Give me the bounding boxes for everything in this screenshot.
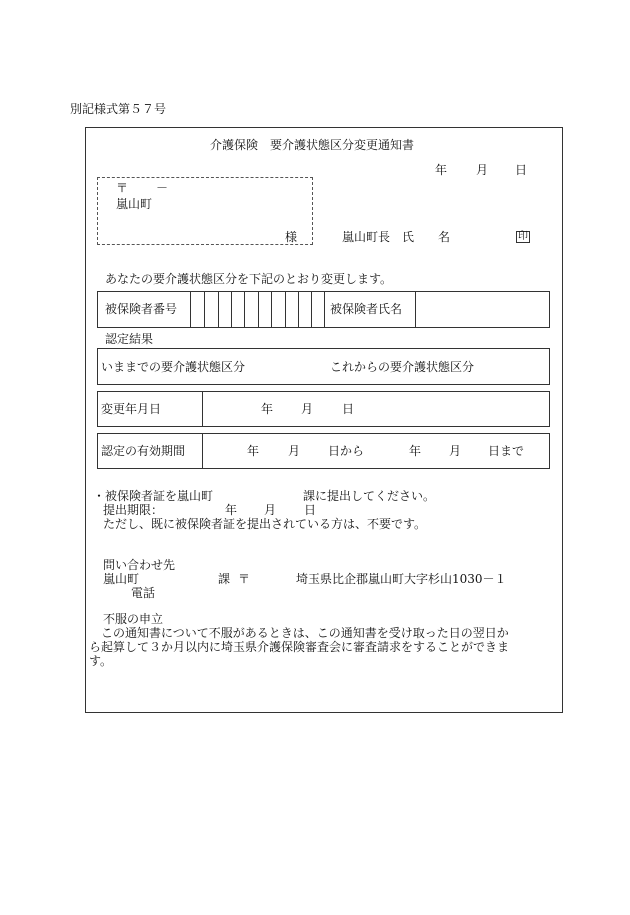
validity-from-month: 月	[288, 444, 301, 458]
address-town: 嵐山町	[116, 197, 153, 211]
change-date-day: 日	[342, 402, 355, 416]
address-box	[97, 177, 313, 245]
validity-from-year: 年	[247, 444, 260, 458]
contact-section: 課	[218, 572, 231, 586]
change-date-year: 年	[261, 402, 274, 416]
deadline-year: 年	[225, 503, 238, 517]
submission-note: ただし、既に被保険者証を提出されている方は、不要です。	[103, 517, 427, 531]
validity-label: 認定の有効期間	[101, 444, 186, 458]
change-date-label: 変更年月日	[101, 402, 162, 416]
submission-line1a: ・被保険者証を嵐山町	[93, 489, 214, 503]
insured-name-label: 被保険者氏名	[330, 302, 403, 316]
addressee-sama: 様	[285, 230, 298, 244]
validity-from-day: 日から	[328, 444, 365, 458]
deadline-month: 月	[264, 503, 277, 517]
date-month: 月	[476, 163, 489, 177]
care-level-before-label: いままでの要介護状態区分	[101, 360, 246, 374]
change-date-row	[97, 391, 550, 427]
contact-town: 嵐山町	[103, 572, 140, 586]
form-label: 別記様式第５７号	[70, 102, 167, 116]
appeal-heading: 不服の申立	[103, 612, 164, 626]
appeal-line2: ら起算して３か月以内に埼玉県介護保険審査会に審査請求をすることができま	[89, 640, 510, 654]
change-date-month: 月	[301, 402, 314, 416]
date-day: 日	[515, 163, 528, 177]
contact-address: 埼玉県比企郡嵐山町大字杉山1030－１	[296, 572, 507, 586]
postal-mark: 〒	[116, 181, 129, 195]
seal-mark: 印	[518, 231, 528, 242]
form-title: 介護保険 要介護状態区分変更通知書	[210, 138, 415, 152]
insured-number-label: 被保険者番号	[105, 302, 178, 316]
validity-to-year: 年	[409, 444, 422, 458]
contact-heading: 問い合わせ先	[103, 558, 176, 572]
care-level-after-label: これからの要介護状態区分	[330, 360, 475, 374]
date-year: 年	[435, 163, 448, 177]
deadline-day: 日	[304, 503, 317, 517]
appeal-line3: す。	[89, 654, 113, 668]
notice-text: あなたの要介護状態区分を下記のとおり変更します。	[105, 272, 393, 286]
appeal-line1: この通知書について不服があるときは、この通知書を受け取った日の翌日か	[89, 626, 509, 640]
validity-to-month: 月	[449, 444, 462, 458]
postal-dash: －	[156, 181, 169, 195]
contact-postal-mark: 〒	[238, 572, 251, 586]
validity-to-day: 日まで	[488, 444, 525, 458]
result-heading: 認定結果	[105, 332, 154, 346]
issuer-name: 嵐山町長 氏 名	[342, 230, 451, 244]
submission-line1b: 課に提出してください。	[303, 489, 436, 503]
contact-phone-label: 電話	[131, 586, 156, 600]
deadline-label: 提出期限：	[103, 503, 164, 517]
